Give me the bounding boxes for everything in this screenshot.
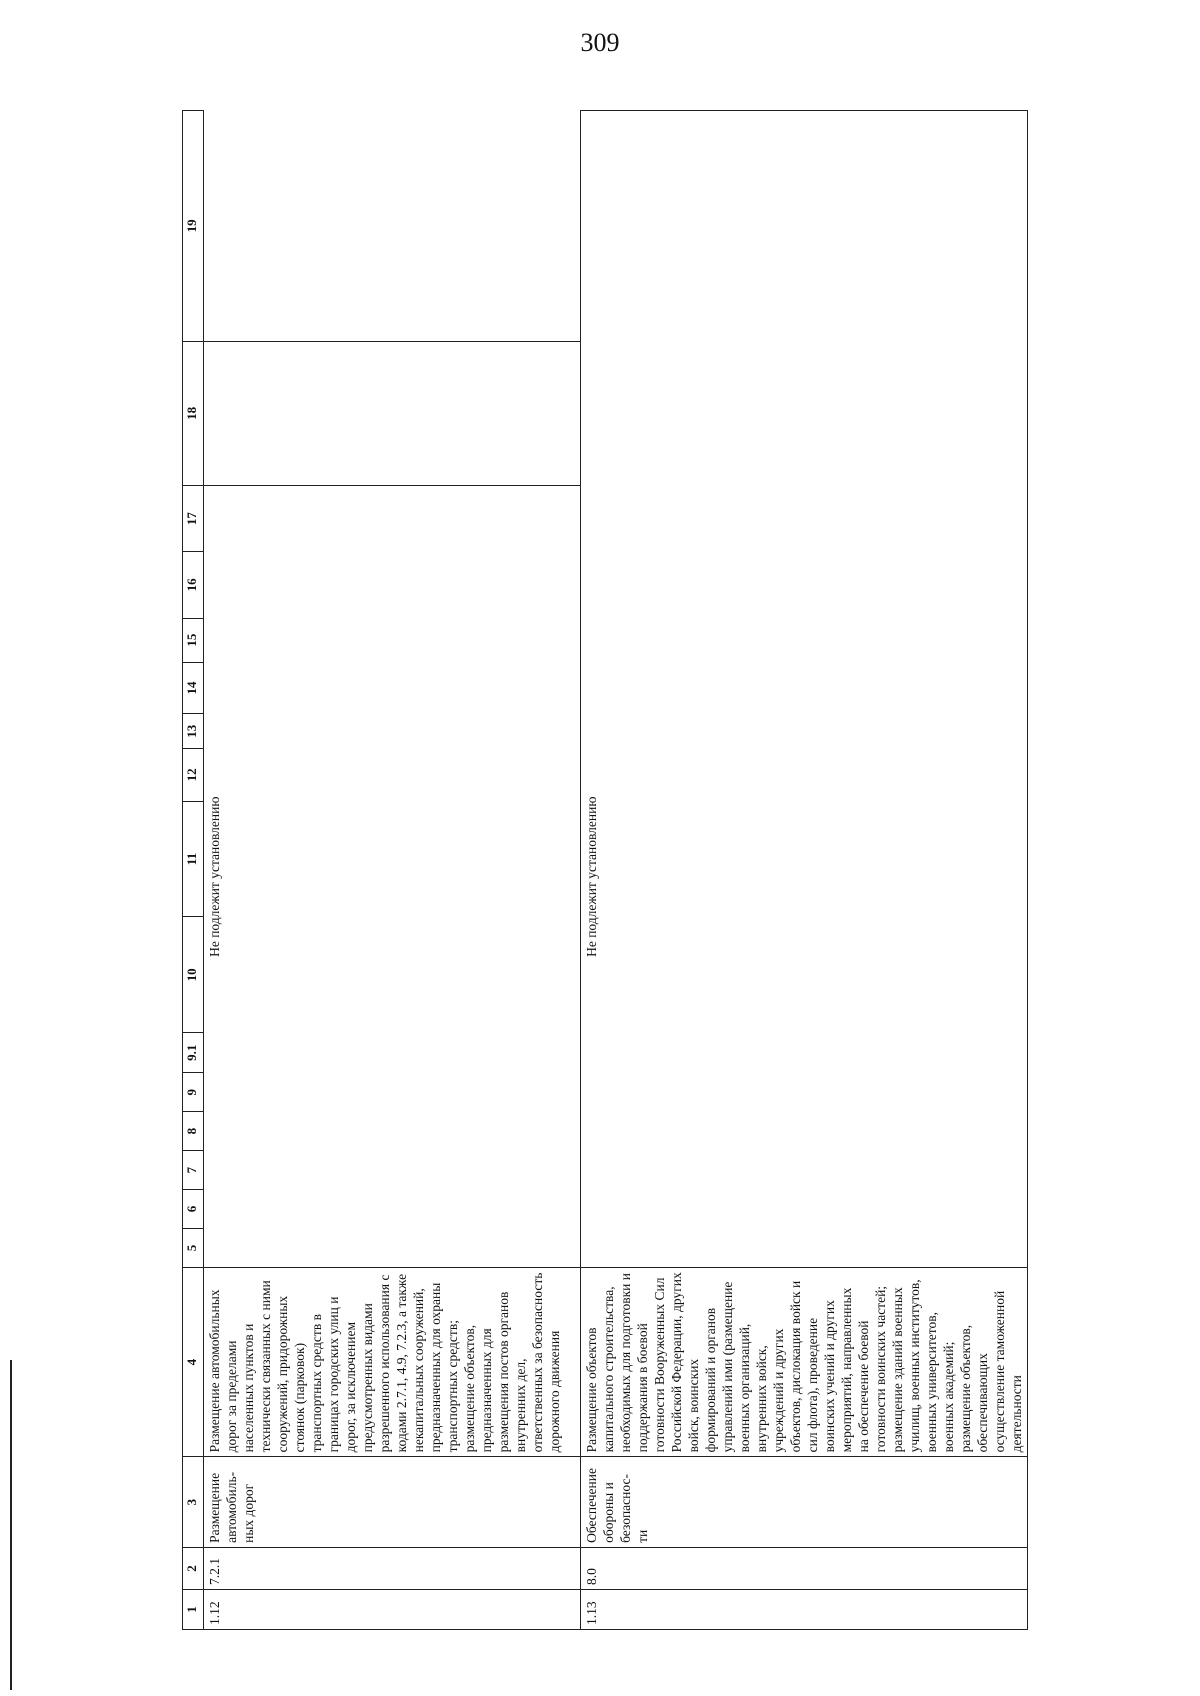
parameters-merged-cell: Не подлежит установлению xyxy=(581,111,1028,1268)
use-name-cell: Размещение автомобиль-ных дорог xyxy=(204,1457,581,1548)
code-cell: 7.2.1 xyxy=(204,1547,581,1589)
col-header: 11 xyxy=(183,801,204,917)
table-row xyxy=(581,111,1028,1630)
col-header: 19 xyxy=(183,111,204,342)
table-row xyxy=(204,111,581,1630)
row-number-cell: 1.13 xyxy=(581,1590,1028,1630)
row-number-cell: 1.12 xyxy=(204,1590,581,1630)
use-name-cell: Обеспечение обороны и безопаснос-ти xyxy=(581,1457,1028,1548)
col-header: 8 xyxy=(183,1112,204,1151)
scan-edge-mark xyxy=(10,1360,12,1690)
col-header: 6 xyxy=(183,1190,204,1229)
col-header: 9 xyxy=(183,1073,204,1112)
col-header: 5 xyxy=(183,1228,204,1267)
col-header: 16 xyxy=(183,552,204,618)
col-header: 12 xyxy=(183,749,204,802)
col-header: 1 xyxy=(183,1590,204,1630)
col-header: 10 xyxy=(183,917,204,1033)
description-cell: Размещение автомобильных дорог за пределами населенных пунктов и технически связанных с ними сооружений, придорожных стоянок (парковок) транспортных средств в границах городских улиц и дорог, за исключением предусмотренных видами разрешенного использования с кодами 2.7.1, 4.9, 7.2.3, а также некапитальных сооружений, предназначенных для охраны транспортных средств; размещение объектов, предназначенных для размещения постов органов внутренних дел, ответственных за безопасность дорожного движения xyxy=(204,1267,581,1456)
col-header: 17 xyxy=(183,485,204,551)
col-header: 18 xyxy=(183,341,204,485)
col-header: 13 xyxy=(183,714,204,749)
col19-cell xyxy=(204,341,581,485)
col-header: 3 xyxy=(183,1457,204,1548)
parameters-merged-cell: Не подлежит установлению xyxy=(204,485,581,1267)
col-header: 14 xyxy=(183,662,204,714)
header-row xyxy=(183,111,204,1630)
col-header: 4 xyxy=(183,1267,204,1456)
code-cell: 8.0 xyxy=(581,1547,1028,1589)
col-header: 15 xyxy=(183,618,204,662)
col-header: 9.1 xyxy=(183,1033,204,1073)
description-cell: Размещение объектов капитального строительства, необходимых для подготовки и поддержания в боевой готовности Вооруженных Сил Российской Федерации, других войск, воинских формирований и органов управлений ими (размещение военных организаций, внутренних войск, учреждений и других объектов, дислокация войск и сил флота), проведение воинских учений и других мероприятий, направленных на обеспечение боевой готовности воинских частей; размещение зданий военных училищ, военных институтов, военных университетов, военных академий; размещение объектов, обеспечивающих осуществление таможенной деятельности xyxy=(581,1267,1028,1456)
col-header: 2 xyxy=(183,1547,204,1589)
land-use-table xyxy=(182,110,1028,1630)
col-header: 7 xyxy=(183,1151,204,1190)
rotated-table-wrapper xyxy=(182,110,1024,1630)
page-number: 309 xyxy=(580,28,620,57)
